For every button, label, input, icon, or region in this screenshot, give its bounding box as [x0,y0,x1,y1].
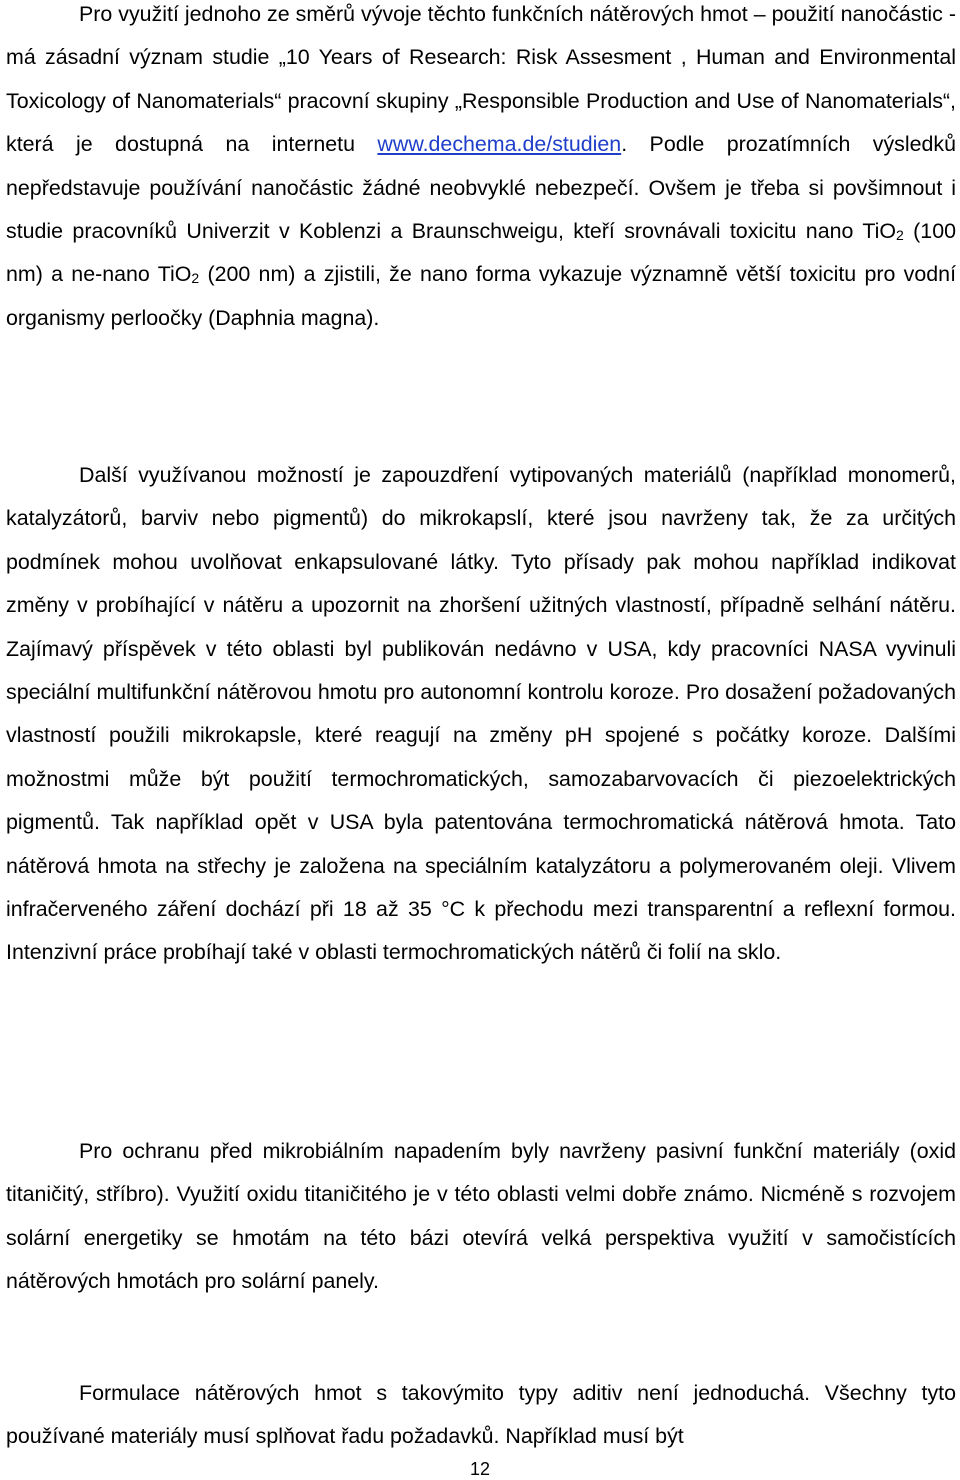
page-number: 12 [469,1459,491,1479]
paragraph-formulation: Formulace nátěrových hmot s takovýmito typy aditiv není jednoduchá. Všechny tyto používané materiály musí splňovat řadu požadavků. Například musí být [6,1381,956,1449]
paragraph1-text-b: . Podle prozatímních výsledků nepředstavuje používání nanočástic žádné neobvyklé nebezpečí. Ovšem je třeba si povšimnout i studie pracovníků Univerzit v Koblenzi a Braunschweigu, kteří srovnávali toxicitu nano TiO [6,132,956,244]
subscript-2: 2 [896,227,904,244]
dechema-studien-link[interactable]: www.dechema.de/studien [377,132,622,157]
subscript-2: 2 [191,270,200,287]
paragraph1-text-d: (200 nm) a zjistili, že nano forma vykazuje významně větší toxicitu pro vodní organismy perloočky (Daphnia magna). [6,262,957,330]
paragraph-nanoparticles-risk [6,0,956,340]
paragraph-antimicrobial: Pro ochranu před mikrobiálním napadením byly navrženy pasivní funkční materiály (oxid titaničitý, stříbro). Využití oxidu titaničitého je v této oblasti velmi dobře známo. Nicméně s rozvojem solární energetiky se hmotám na této bázi otevírá velká perspektiva využití v samočistících nátěrových hmotách pro solární panely. [6,1139,956,1294]
paragraph-microcapsules: Další využívanou možností je zapouzdření vytipovaných materiálů (například monomerů, katalyzátorů, barviv nebo pigmentů) do mikrokapslí, které jsou navrženy tak, že za určitých podmínek mohou uvolňovat enkapsulované látky. Tyto přísady pak mohou například indikovat změny v probíhající v nátěru a upozornit na zhoršení užitných vlastností, případně selhání nátěru. Zajímavý příspěvek v této oblasti byl publikován nedávno v USA, kdy pracovníci NASA vyvinuli speciální multifunkční nátěrovou hmotu pro autonomní kontrolu koroze. Pro dosažení požadovaných vlastností použili mikrokapsle, které reagují na změny pH spojené s počátky koroze. Dalšími možnostmi může být použití termochromatických, samozabarvovacích či piezoelektrických pigmentů. Tak například opět v USA byla patentována termochromatická nátěrová hmota. Tato nátěrová hmota na střechy je založena na speciálním katalyzátoru a polymerovaném oleji. Vlivem infračerveného záření dochází při 18 až 35 °C k přechodu mezi transparentní a reflexní formou. Intenzivní práce probíhají také v oblasti termochromatických nátěrů či folií na sklo. [6,463,956,965]
paragraph1-text-c: (100 nm) a ne-nano TiO [6,219,956,287]
paragraph1-text-a: Pro využití jednoho ze směrů vývoje těchto funkčních nátěrových hmot – použití nanočástic - má zásadní význam studie „10 Years of Research: Risk Assesment , Human and Environmental Toxicology of Nanomaterials“ pracovní skupiny „Responsible Production and Use of Nanomaterials“, která je dostupná na internetu [6,2,956,157]
